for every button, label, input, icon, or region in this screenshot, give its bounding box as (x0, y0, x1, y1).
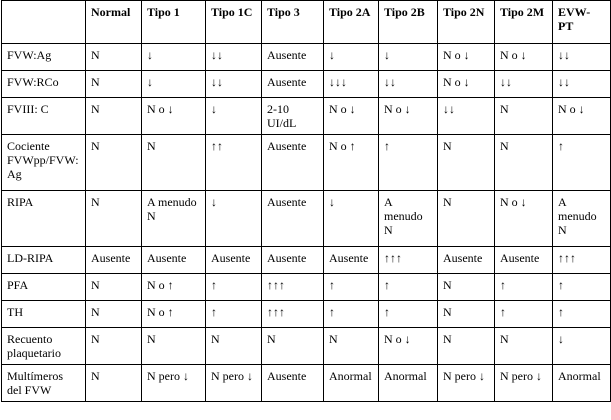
header-row (2, 1, 611, 44)
table-cell: N o ↓ (495, 191, 553, 247)
table-cell: N (262, 328, 324, 365)
table-row-multimeros (2, 365, 611, 402)
table-cell: ↓↓ (206, 71, 262, 98)
table-cell: N o ↑ (324, 135, 379, 191)
table-cell: Ausente (262, 247, 324, 274)
table-cell: 2-10 UI/dL (262, 98, 324, 135)
table-cell: Ausente (262, 365, 324, 402)
table-row-fvw-rco (2, 71, 611, 98)
table-cell: N (86, 191, 142, 247)
table-cell: ↑↑↑ (553, 247, 611, 274)
table-cell: Ausente (262, 191, 324, 247)
table-cell: ↓↓ (495, 71, 553, 98)
table-cell: ↑↑↑ (262, 301, 324, 328)
row-label: Cociente FVWpp/FVW:Ag (2, 135, 86, 191)
table-cell: ↑ (379, 135, 438, 191)
table-cell: ↑ (206, 274, 262, 301)
row-label: FVIII: C (2, 98, 86, 135)
table-cell: N pero ↓ (438, 365, 495, 402)
table-cell: A menudo N (379, 191, 438, 247)
table-cell: ↓↓ (553, 71, 611, 98)
table-cell: N (495, 98, 553, 135)
table-cell: ↑ (379, 301, 438, 328)
vwd-comparison-table (1, 0, 611, 402)
table-cell: N (86, 274, 142, 301)
table-cell: N o ↓ (379, 98, 438, 135)
table-cell: ↑ (324, 301, 379, 328)
table-cell: ↓ (553, 328, 611, 365)
table-row-cociente (2, 135, 611, 191)
header-cell-tipo-2b: Tipo 2B (379, 1, 438, 44)
row-label: FVW:RCo (2, 71, 86, 98)
table-cell: ↓ (142, 71, 206, 98)
table-cell: N (86, 301, 142, 328)
table-cell: ↑ (206, 301, 262, 328)
table-row-ripa (2, 191, 611, 247)
table-cell: N (495, 328, 553, 365)
table-cell: N (438, 274, 495, 301)
table-cell: ↓↓ (553, 44, 611, 71)
table-cell: ↑ (495, 301, 553, 328)
table-cell: ↓ (324, 191, 379, 247)
row-label: LD-RIPA (2, 247, 86, 274)
table-cell: Ausente (142, 247, 206, 274)
table-cell: Ausente (495, 247, 553, 274)
header-cell-tipo-2m: Tipo 2M (495, 1, 553, 44)
table-cell: Ausente (262, 44, 324, 71)
table-cell: ↓ (206, 98, 262, 135)
table-cell: N (86, 365, 142, 402)
table-cell: N o ↓ (324, 98, 379, 135)
table-cell: ↑ (553, 274, 611, 301)
header-cell-normal: Normal (86, 1, 142, 44)
table-cell: N o ↑ (142, 301, 206, 328)
table-cell: ↓ (206, 191, 262, 247)
header-cell-evw-pt: EVW-PT (553, 1, 611, 44)
table-cell: ↑↑ (206, 135, 262, 191)
table-cell: Ausente (324, 247, 379, 274)
table-cell: Ausente (438, 247, 495, 274)
table-cell: N pero ↓ (495, 365, 553, 402)
table-cell: Anormal (324, 365, 379, 402)
table-cell: Ausente (262, 71, 324, 98)
table-cell: N (324, 328, 379, 365)
header-cell-tipo-1c: Tipo 1C (206, 1, 262, 44)
table-cell: Anormal (553, 365, 611, 402)
table-cell: ↑ (324, 274, 379, 301)
row-label: Recuento plaquetario (2, 328, 86, 365)
header-cell-tipo-2n: Tipo 2N (438, 1, 495, 44)
table-cell: N o ↓ (142, 98, 206, 135)
row-label: PFA (2, 274, 86, 301)
row-label: RIPA (2, 191, 86, 247)
table-cell: N (206, 328, 262, 365)
table-cell: N o ↓ (495, 44, 553, 71)
header-cell-tipo-1: Tipo 1 (142, 1, 206, 44)
table-cell: ↑ (495, 274, 553, 301)
table-cell: ↓ (379, 44, 438, 71)
table-cell: ↑↑↑ (379, 247, 438, 274)
table-row-fviii-c (2, 98, 611, 135)
table-cell: Ausente (206, 247, 262, 274)
table-cell: ↑ (553, 135, 611, 191)
table-cell: N (86, 135, 142, 191)
table-cell: A menudo N (553, 191, 611, 247)
table-cell: ↓↓ (206, 44, 262, 71)
header-cell-empty (2, 1, 86, 44)
table-cell: N (142, 328, 206, 365)
table-cell: N (438, 191, 495, 247)
table-cell: N o ↓ (438, 71, 495, 98)
table-cell: ↓↓ (379, 71, 438, 98)
header-cell-tipo-3: Tipo 3 (262, 1, 324, 44)
table-cell: N (438, 135, 495, 191)
table-row-th (2, 301, 611, 328)
table-cell: N (86, 44, 142, 71)
row-label: TH (2, 301, 86, 328)
table-cell: ↑ (379, 274, 438, 301)
table-cell: ↓ (324, 44, 379, 71)
table-cell: ↑↑↑ (262, 274, 324, 301)
header-cell-tipo-2a: Tipo 2A (324, 1, 379, 44)
table-cell: Ausente (262, 135, 324, 191)
table-cell: ↓↓ (438, 98, 495, 135)
table-row-ld-ripa (2, 247, 611, 274)
table-cell: N (86, 328, 142, 365)
table-cell: N (142, 135, 206, 191)
table-cell: ↓↓↓ (324, 71, 379, 98)
table-cell: N o ↓ (553, 98, 611, 135)
table-row-recuento (2, 328, 611, 365)
table-cell: N (438, 301, 495, 328)
table-cell: N pero ↓ (206, 365, 262, 402)
table-cell: ↓ (142, 44, 206, 71)
table-cell: N o ↓ (438, 44, 495, 71)
table-cell: N (86, 71, 142, 98)
table-cell: N pero ↓ (142, 365, 206, 402)
row-label: Multímeros del FVW (2, 365, 86, 402)
table-cell: N o ↓ (379, 328, 438, 365)
table-cell: N (495, 135, 553, 191)
table-cell: A menudo N (142, 191, 206, 247)
table-cell: N o ↑ (142, 274, 206, 301)
table-cell: ↑ (553, 301, 611, 328)
table-row-fvw-ag (2, 44, 611, 71)
table-cell: Anormal (379, 365, 438, 402)
table-row-pfa (2, 274, 611, 301)
table-cell: Ausente (86, 247, 142, 274)
table-cell: N (86, 98, 142, 135)
row-label: FVW:Ag (2, 44, 86, 71)
table-cell: N (438, 328, 495, 365)
